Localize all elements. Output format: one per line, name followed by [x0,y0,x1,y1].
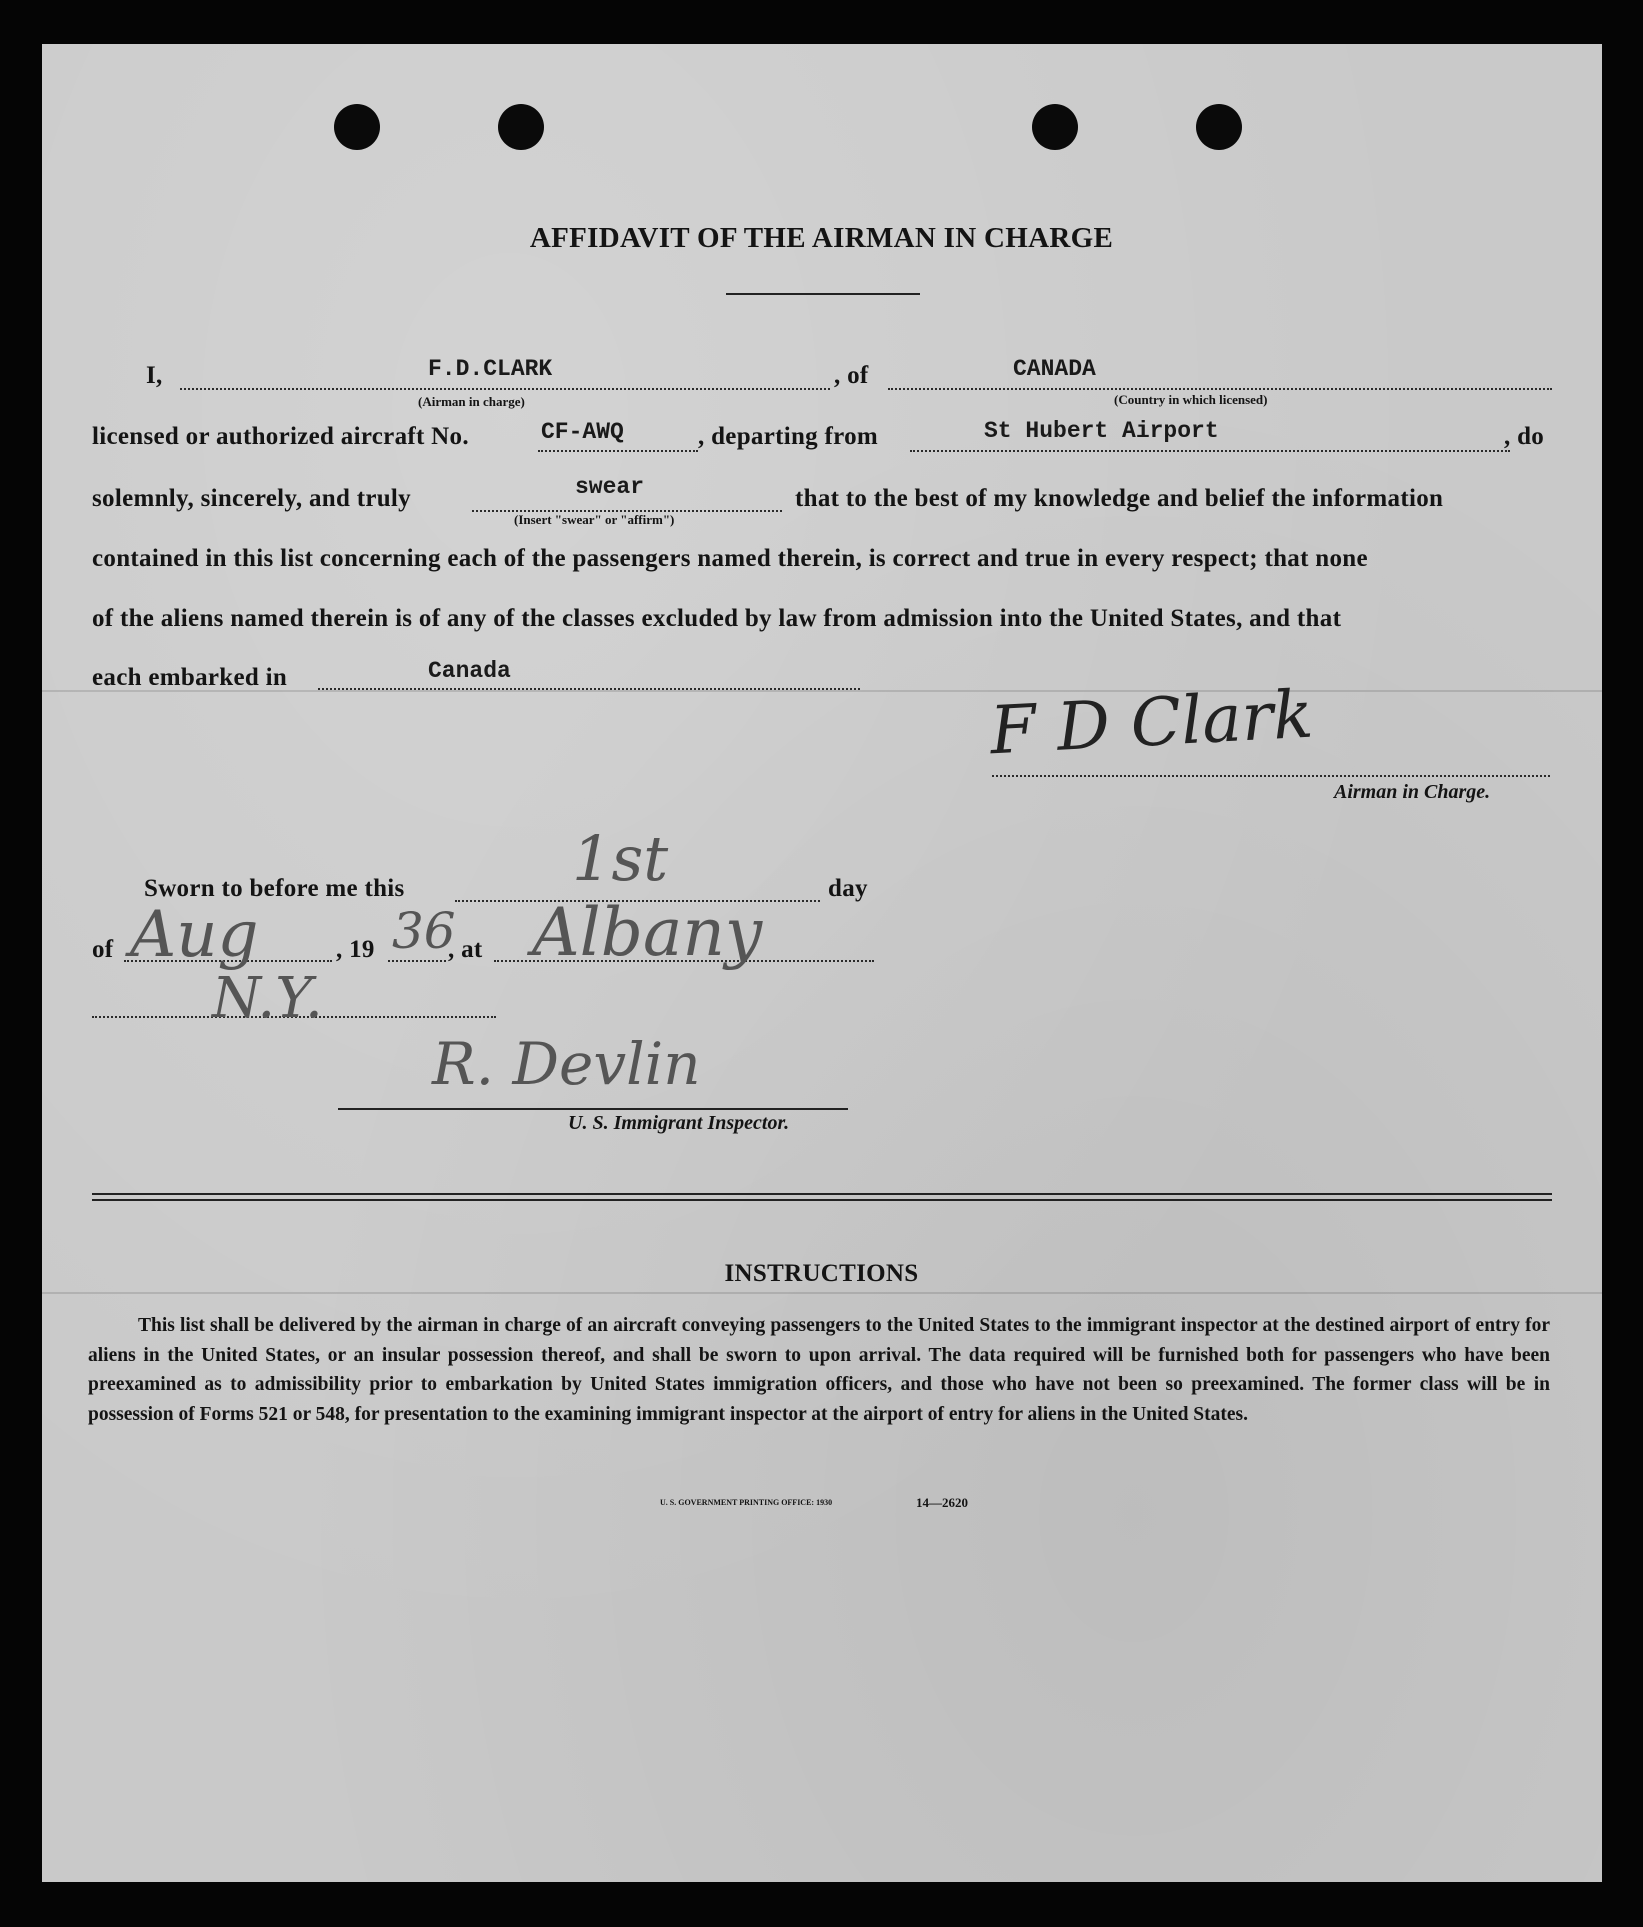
document-sheet [42,44,1602,1882]
line2-prefix: licensed or authorized aircraft No. [92,423,469,450]
place-value: Albany [532,894,763,971]
at-label: , at [448,936,483,963]
line3-prefix: solemnly, sincerely, and truly [92,485,411,512]
of-month-label: of [92,936,114,963]
airman-name-line [180,388,830,390]
year-line [388,960,446,962]
airman-sig-caption: Airman in Charge. [1334,781,1491,803]
form-number: 14—2620 [916,1495,968,1510]
affidavit-line5: of the aliens named therein is of any of the classes excluded by law from admission into the United States, and that [92,605,1342,632]
aircraft-no-line [538,450,698,452]
punch-hole [1032,104,1078,150]
country-caption: (Country in which licensed) [1114,392,1268,407]
title-underline [726,293,920,295]
year-value: 36 [392,902,456,960]
of-label: , of [834,362,869,389]
day-value: 1st [572,822,669,895]
departing-label: , departing from [698,423,879,450]
punch-hole [498,104,544,150]
inspector-caption: U. S. Immigrant Inspector. [568,1112,790,1134]
i-label: I, [146,362,163,389]
country-value: CANADA [1013,356,1096,382]
airman-caption: (Airman in charge) [418,394,525,409]
airman-signature-line [992,775,1550,777]
airman-name-value: F.D.CLARK [428,356,553,382]
inspector-signature: R. Devlin [432,1030,701,1098]
airman-signature: F D Clark [988,675,1315,770]
country-line [888,388,1552,390]
affidavit-line4: contained in this list concerning each of the passengers named therein, is correct and true in every respect; that none [92,545,1368,572]
punch-hole [334,104,380,150]
month-value: Aug [130,898,259,972]
printer-imprint: U. S. GOVERNMENT PRINTING OFFICE: 1930 [660,1498,833,1507]
oath-value: swear [575,474,645,500]
divider-bottom [92,1199,1552,1201]
punch-hole [1196,104,1242,150]
do-label: , do [1504,423,1545,450]
embarked-in-value: Canada [428,658,511,684]
line3-suffix: that to the best of my knowledge and belief the information [795,485,1444,512]
instructions-heading: INSTRUCTIONS [724,1260,919,1287]
year-prefix: , 19 [336,936,375,963]
divider-top [92,1193,1552,1195]
place-value-line2: N.Y. [212,966,323,1031]
line6-prefix: each embarked in [92,664,288,691]
departure-line [910,450,1510,452]
embarked-in-line [318,688,860,690]
oath-caption: (Insert "swear" or "affirm") [514,512,675,527]
inspector-signature-line [338,1108,848,1110]
sworn-prefix: Sworn to before me this [144,875,405,902]
departure-value: St Hubert Airport [984,418,1219,444]
day-label: day [828,875,868,902]
aircraft-no-value: CF-AWQ [541,419,624,445]
instructions-body [88,1311,1550,1429]
instructions-text: This list shall be delivered by the airman in charge of an aircraft conveying passengers to the United States to the immigrant inspector at the destined airport of entry for aliens in the United States, or an insular possession thereof, and shall be sworn to upon arrival. The data required will be furnished both for passengers who have been preexamined as to admissibility prior to embarkation by United States immigration officers, and those who have not been so preexamined. The former class will be in possession of Forms 521 or 548, for presentation to the examining immigrant inspector at the airport of entry for aliens in the United States. [88,1315,1550,1425]
page-title: AFFIDAVIT OF THE AIRMAN IN CHARGE [529,222,1114,254]
fold-crease [42,1292,1602,1294]
